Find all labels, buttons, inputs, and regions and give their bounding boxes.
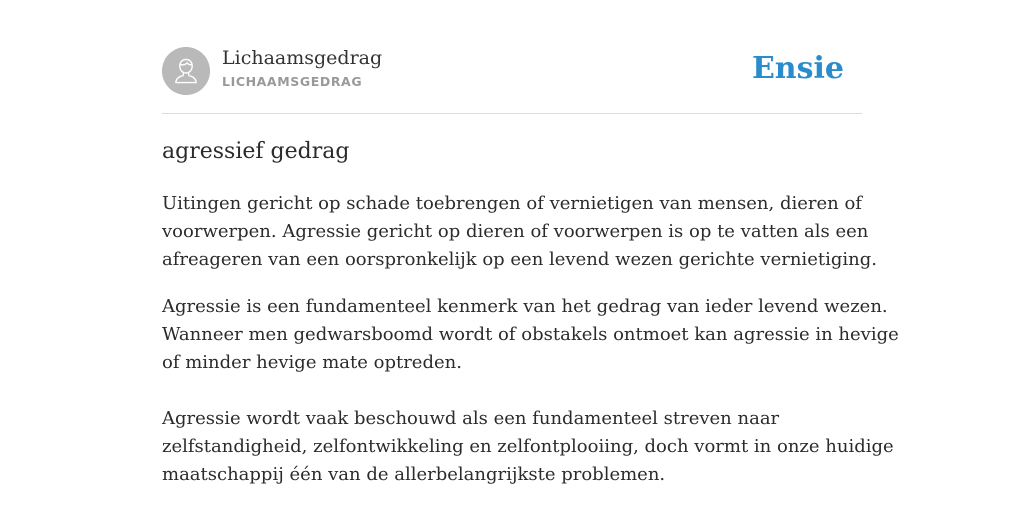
entry-card [162,0,899,512]
author-name[interactable]: Lichaamsgedrag [222,47,383,69]
paragraph-2 [162,293,899,377]
author-handle[interactable]: LICHAAMSGEDRAG [222,74,363,89]
paragraph-line: Agressie wordt vaak beschouwd als een fundamenteel streven naar [162,408,780,429]
paragraph-line: voorwerpen. Agressie gericht op dieren of voorwerpen is op te vatten als een [162,221,869,242]
paragraph-line: maatschappij één van de allerbelangrijkste problemen. [162,464,666,485]
paragraph-line: Wanneer men gedwarsboomd wordt of obstakels ontmoet kan agressie in hevige [162,324,899,345]
paragraph-1 [162,190,877,274]
paragraph-line: zelfstandigheid, zelfontwikkeling en zelfontplooiing, doch vormt in onze huidige [162,436,894,457]
paragraph-line: afreageren van een oorspronkelijk op een levend wezen gerichte vernietiging. [162,249,877,270]
entry-header [162,0,862,114]
paragraph-line: Uitingen gericht op schade toebrengen of vernietigen van mensen, dieren of [162,193,862,214]
paragraph-line: Agressie is een fundamenteel kenmerk van het gedrag van ieder levend wezen. [162,296,888,317]
user-silhouette-icon [162,47,210,95]
brand-logo[interactable]: Ensie [751,51,844,86]
entry-title: agressief gedrag [162,139,350,164]
avatar[interactable] [162,47,210,95]
paragraph-3 [162,405,894,489]
paragraph-line: of minder hevige mate optreden. [162,352,462,373]
